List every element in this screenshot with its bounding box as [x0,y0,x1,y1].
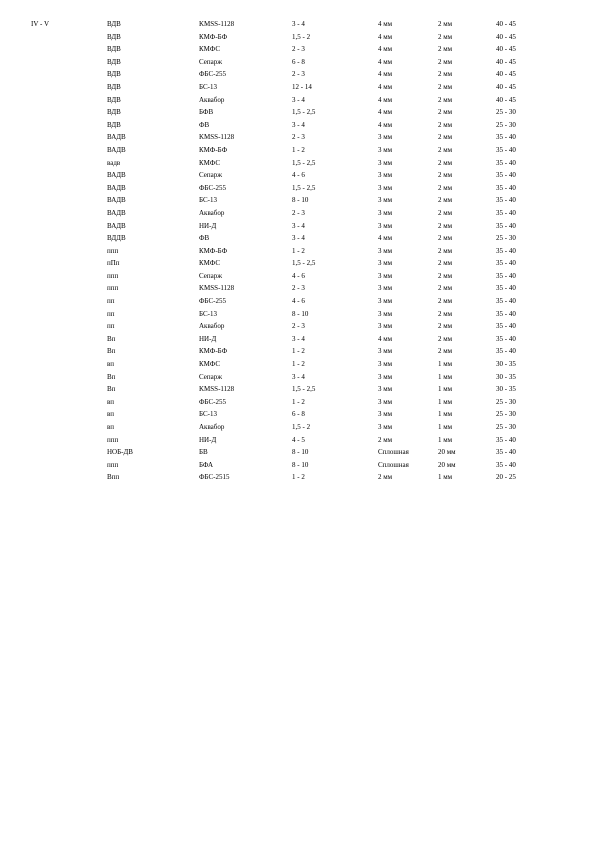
period-cell: 30 - 35 [496,385,516,394]
class-range-label: IV - V [31,20,50,28]
wood-type-cell: ВАДВ [107,221,126,230]
depth-cell: 2 мм [438,158,453,167]
table-row [0,423,595,436]
depth-cell: 2 мм [438,246,453,255]
table-row [0,45,595,58]
impregnant-cell: Аквабор [199,423,225,431]
period-cell: 25 - 30 [496,410,516,419]
table-row [0,171,595,184]
impregnant-cell: КМФ-БФ [199,32,228,41]
depth-cell: 2 мм [438,259,453,268]
consumption-cell: 3 - 4 [292,20,305,28]
table-row [0,310,595,323]
table-row [0,272,595,285]
table-row [0,20,595,33]
impregnant-cell: KMSS-1128 [199,385,235,394]
table-row [0,222,595,235]
interval-cell: 3 мм [378,183,393,192]
consumption-cell: 2 - 3 [292,208,305,217]
impregnant-cell: БВ [199,448,208,457]
wood-type-cell: ВДВ [107,82,121,91]
interval-cell: 3 мм [378,297,393,306]
table-row [0,70,595,83]
wood-type-cell: ВДВ [107,120,121,129]
table-row [0,196,595,209]
interval-cell: 3 мм [378,360,393,369]
wood-type-cell: вп [107,410,115,419]
period-cell: 40 - 45 [496,82,516,91]
period-cell: 35 - 40 [496,133,516,142]
table-row [0,209,595,222]
consumption-cell: 1,5 - 2,5 [292,385,316,394]
depth-cell: 1 мм [438,360,453,369]
depth-cell: 2 мм [438,234,453,243]
period-cell: 25 - 30 [496,120,516,129]
depth-cell: 2 мм [438,284,453,293]
interval-cell: 4 мм [378,234,393,243]
depth-cell: 2 мм [438,322,453,331]
depth-cell: 2 мм [438,196,453,205]
consumption-cell: 4 - 6 [292,171,305,180]
consumption-cell: 8 - 10 [292,309,309,318]
depth-cell: 20 мм [438,460,456,469]
period-cell: 35 - 40 [496,259,516,268]
period-cell: 40 - 45 [496,70,516,79]
table-row [0,33,595,46]
depth-cell: 2 мм [438,45,453,54]
table-row [0,108,595,121]
table-row [0,410,595,423]
depth-cell: 2 мм [438,95,453,104]
depth-cell: 2 мм [438,108,453,117]
impregnant-cell: ФБС-255 [199,397,227,406]
impregnant-cell: БФА [199,460,214,469]
period-cell: 35 - 40 [496,435,516,444]
depth-cell: 1 мм [438,423,453,431]
table-row [0,448,595,461]
consumption-cell: 2 - 3 [292,70,305,79]
period-cell: 35 - 40 [496,221,516,230]
interval-cell: 3 мм [378,196,393,205]
period-cell: 35 - 40 [496,171,516,180]
table-row [0,322,595,335]
table-row [0,133,595,146]
interval-cell: 3 мм [378,158,393,167]
period-cell: 25 - 30 [496,234,516,243]
wood-type-cell: Вп [107,385,116,394]
period-cell: 35 - 40 [496,183,516,192]
wood-type-cell: пп [107,297,115,306]
interval-cell: 3 мм [378,410,393,419]
depth-cell: 1 мм [438,397,453,406]
wood-type-cell: Вп [107,347,116,356]
impregnant-cell: КМФ-БФ [199,246,228,255]
interval-cell: 2 мм [378,435,393,444]
impregnant-cell: КМФС [199,45,220,54]
impregnant-cell: КМФС [199,360,220,369]
table-row [0,373,595,386]
period-cell: 35 - 40 [496,271,516,280]
interval-cell: 4 мм [378,334,393,343]
period-cell: 35 - 40 [496,448,516,457]
consumption-cell: 1,5 - 2 [292,32,311,41]
impregnant-cell: ФВ [199,120,210,129]
table-row [0,83,595,96]
depth-cell: 2 мм [438,347,453,356]
period-cell: 35 - 40 [496,297,516,306]
consumption-cell: 6 - 8 [292,410,305,419]
period-cell: 35 - 40 [496,460,516,469]
interval-cell: 3 мм [378,208,393,217]
wood-type-cell: ВДВ [107,32,121,41]
consumption-cell: 8 - 10 [292,196,309,205]
depth-cell: 1 мм [438,372,453,381]
depth-cell: 2 мм [438,271,453,280]
consumption-cell: 3 - 4 [292,95,305,104]
wood-type-cell: ВДВ [107,57,121,66]
impregnant-cell: БС-13 [199,309,217,318]
interval-cell: 4 мм [378,120,393,129]
consumption-cell: 3 - 4 [292,334,305,343]
consumption-cell: 2 - 3 [292,45,305,54]
impregnant-cell: ФВ [199,234,210,243]
wood-type-cell: ВАДВ [107,171,126,180]
interval-cell: 4 мм [378,70,393,79]
table-row [0,473,595,486]
wood-type-cell: ВДВ [107,108,121,117]
consumption-cell: 3 - 4 [292,221,305,230]
table-row [0,96,595,109]
period-cell: 20 - 25 [496,473,516,482]
depth-cell: 2 мм [438,145,453,154]
wood-type-cell: ВАДВ [107,208,126,217]
impregnant-cell: ФБС-2515 [199,473,230,482]
period-cell: 35 - 40 [496,347,516,356]
depth-cell: 20 мм [438,448,456,457]
table-row [0,146,595,159]
wood-type-cell: ппп [107,435,119,444]
interval-cell: Сплошная [378,448,409,457]
consumption-cell: 2 - 3 [292,322,305,331]
period-cell: 40 - 45 [496,20,516,28]
period-cell: 25 - 30 [496,423,516,431]
consumption-cell: 6 - 8 [292,57,305,66]
consumption-cell: 3 - 4 [292,372,305,381]
period-cell: 35 - 40 [496,309,516,318]
impregnant-cell: Сепарж [199,57,223,66]
table-row [0,398,595,411]
consumption-cell: 2 - 3 [292,133,305,142]
wood-type-cell: ВАДВ [107,196,126,205]
consumption-cell: 4 - 6 [292,271,305,280]
wood-type-cell: ВДВ [107,95,121,104]
table-row [0,360,595,373]
interval-cell: 3 мм [378,284,393,293]
wood-type-cell: вп [107,360,115,369]
depth-cell: 2 мм [438,82,453,91]
depth-cell: 2 мм [438,57,453,66]
wood-type-cell: Вп [107,334,116,343]
wood-type-cell: вп [107,397,115,406]
consumption-cell: 1 - 2 [292,360,305,369]
impregnant-cell: Сепарж [199,372,223,381]
impregnant-cell: НИ-Д [199,334,217,343]
wood-type-cell: пПп [107,259,120,268]
interval-cell: 3 мм [378,246,393,255]
consumption-cell: 8 - 10 [292,460,309,469]
interval-cell: 3 мм [378,271,393,280]
impregnant-cell: ФБС-255 [199,297,227,306]
impregnant-cell: KMSS-1128 [199,284,235,293]
impregnant-cell: КМФС [199,259,220,268]
wood-type-cell: пп [107,309,115,318]
table-row [0,159,595,172]
table-row [0,247,595,260]
consumption-cell: 1,5 - 2 [292,423,311,431]
depth-cell: 2 мм [438,221,453,230]
period-cell: 30 - 35 [496,360,516,369]
table-row [0,297,595,310]
interval-cell: 3 мм [378,221,393,230]
interval-cell: 4 мм [378,32,393,41]
interval-cell: 3 мм [378,347,393,356]
interval-cell: 3 мм [378,423,393,431]
period-cell: 40 - 45 [496,95,516,104]
table-row [0,347,595,360]
period-cell: 35 - 40 [496,208,516,217]
depth-cell: 2 мм [438,297,453,306]
table-row [0,234,595,247]
period-cell: 35 - 40 [496,145,516,154]
interval-cell: 3 мм [378,145,393,154]
wood-type-cell: ВАДВ [107,145,126,154]
depth-cell: 2 мм [438,183,453,192]
wood-type-cell: ВАДВ [107,183,126,192]
interval-cell: 4 мм [378,82,393,91]
impregnant-cell: Аквабор [199,95,225,104]
consumption-cell: 4 - 5 [292,435,305,444]
consumption-cell: 1 - 2 [292,347,305,356]
impregnant-cell: Аквабор [199,322,225,331]
period-cell: 40 - 45 [496,32,516,41]
interval-cell: Сплошная [378,460,409,469]
interval-cell: 3 мм [378,385,393,394]
depth-cell: 2 мм [438,32,453,41]
period-cell: 30 - 35 [496,372,516,381]
consumption-cell: 1,5 - 2,5 [292,183,316,192]
impregnant-cell: КМФС [199,158,220,167]
depth-cell: 2 мм [438,334,453,343]
interval-cell: 2 мм [378,473,393,482]
period-cell: 40 - 45 [496,45,516,54]
depth-cell: 1 мм [438,410,453,419]
interval-cell: 4 мм [378,57,393,66]
interval-cell: 4 мм [378,95,393,104]
depth-cell: 1 мм [438,385,453,394]
wood-type-cell: вп [107,423,115,431]
interval-cell: 4 мм [378,45,393,54]
wood-type-cell: ппп [107,460,119,469]
consumption-cell: 1 - 2 [292,145,305,154]
table-row [0,259,595,272]
period-cell: 35 - 40 [496,334,516,343]
data-table [0,20,595,486]
wood-type-cell: пп [107,322,115,331]
wood-type-cell: ВДВ [107,45,121,54]
table-row [0,461,595,474]
consumption-cell: 1,5 - 2,5 [292,158,316,167]
depth-cell: 2 мм [438,133,453,142]
period-cell: 35 - 40 [496,284,516,293]
impregnant-cell: ФБС-255 [199,70,227,79]
consumption-cell: 1 - 2 [292,473,305,482]
interval-cell: 3 мм [378,133,393,142]
wood-type-cell: Впп [107,473,120,482]
impregnant-cell: КМФ-БФ [199,347,228,356]
table-row [0,284,595,297]
period-cell: 35 - 40 [496,246,516,255]
interval-cell: 3 мм [378,397,393,406]
depth-cell: 2 мм [438,20,453,28]
table-row [0,121,595,134]
consumption-cell: 8 - 10 [292,448,309,457]
impregnant-cell: БФВ [199,108,214,117]
impregnant-cell: KMSS-1128 [199,133,235,142]
impregnant-cell: Сепарж [199,171,223,180]
period-cell: 40 - 45 [496,57,516,66]
depth-cell: 2 мм [438,309,453,318]
wood-type-cell: ВДДВ [107,234,126,243]
period-cell: 25 - 30 [496,397,516,406]
impregnant-cell: ФБС-255 [199,183,227,192]
wood-type-cell: ВДВ [107,20,121,28]
depth-cell: 2 мм [438,70,453,79]
interval-cell: 3 мм [378,171,393,180]
period-cell: 35 - 40 [496,158,516,167]
consumption-cell: 4 - 6 [292,297,305,306]
consumption-cell: 1 - 2 [292,397,305,406]
consumption-cell: 1,5 - 2,5 [292,259,316,268]
interval-cell: 3 мм [378,372,393,381]
impregnant-cell: БС-13 [199,196,217,205]
consumption-cell: 12 - 14 [292,82,312,91]
depth-cell: 2 мм [438,120,453,129]
impregnant-cell: KMSS-1128 [199,20,235,28]
impregnant-cell: БС-13 [199,410,217,419]
interval-cell: 3 мм [378,322,393,331]
interval-cell: 3 мм [378,309,393,318]
consumption-cell: 3 - 4 [292,120,305,129]
interval-cell: 4 мм [378,20,393,28]
wood-type-cell: ВДВ [107,70,121,79]
depth-cell: 2 мм [438,208,453,217]
period-cell: 35 - 40 [496,322,516,331]
depth-cell: 1 мм [438,435,453,444]
impregnant-cell: Аквабор [199,208,225,217]
impregnant-cell: НИ-Д [199,435,217,444]
period-cell: 25 - 30 [496,108,516,117]
wood-type-cell: Вп [107,372,116,381]
wood-type-cell: НОБ-ДВ [107,448,133,457]
interval-cell: 3 мм [378,259,393,268]
impregnant-cell: КМФ-БФ [199,145,228,154]
wood-type-cell: вадв [107,158,121,167]
wood-type-cell: ппп [107,246,119,255]
interval-cell: 4 мм [378,108,393,117]
period-cell: 35 - 40 [496,196,516,205]
table-row [0,58,595,71]
wood-type-cell: ВАДВ [107,133,126,142]
table-row [0,385,595,398]
wood-type-cell: ппп [107,284,119,293]
impregnant-cell: БС-13 [199,82,217,91]
consumption-cell: 2 - 3 [292,284,305,293]
consumption-cell: 1 - 2 [292,246,305,255]
consumption-cell: 3 - 4 [292,234,305,243]
wood-type-cell: ппп [107,271,119,280]
depth-cell: 1 мм [438,473,453,482]
depth-cell: 2 мм [438,171,453,180]
impregnant-cell: НИ-Д [199,221,217,230]
impregnant-cell: Сепарж [199,271,223,280]
table-row [0,335,595,348]
consumption-cell: 1,5 - 2,5 [292,108,316,117]
table-row [0,436,595,449]
table-row [0,184,595,197]
